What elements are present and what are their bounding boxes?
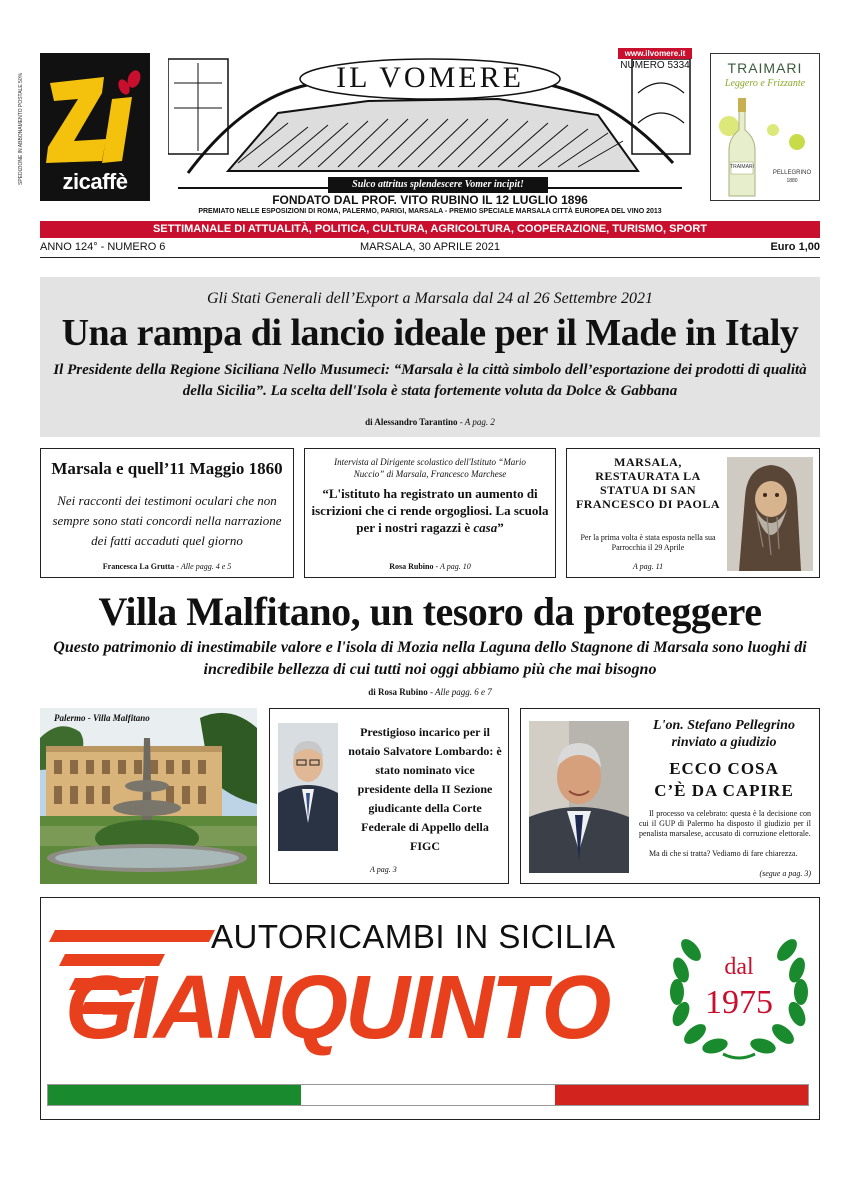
date: MARSALA, 30 APRILE 2021	[359, 241, 501, 253]
box2-ref[interactable]: - A pag. 10	[435, 562, 471, 571]
pellegrino-headline2: C’È DA CAPIRE	[654, 781, 794, 800]
issue-code: NUMERO 5334	[620, 60, 690, 71]
box-marsala-1860[interactable]	[40, 448, 294, 578]
traimari-brand: TRAIMARI	[727, 60, 803, 76]
second-byline: di Rosa Rubino	[368, 687, 428, 697]
lead-headline: Una rampa di lancio ideale per il Made in Italy	[61, 312, 799, 354]
villa-caption: Palermo - Villa Malfitano	[54, 713, 150, 723]
box2-kicker: Intervista al Dirigente scolastico dell'Istituto “Mario Nuccio” di Marsala, Francesco Marchese	[334, 457, 526, 479]
notary-photo	[278, 723, 338, 851]
box2-quote	[311, 485, 549, 536]
box-pellegrino[interactable]	[520, 708, 820, 884]
lead-byline-wrap	[40, 417, 820, 427]
statue-photo	[727, 457, 813, 571]
notary-text: Prestigioso incarico per il notaio Salvatore Lombardo: è stato nominato vice presidente della II Sezione giudicante della Corte Federale di Appello della FIGC	[348, 725, 502, 853]
lead-kicker: Gli Stati Generali dell’Export a Marsala dal 24 al 26 Settembre 2021	[206, 290, 654, 307]
lead-deck: Il Presidente della Regione Siciliana Nello Musumeci: “Marsala è la città simbolo dell’esportazione dei prodotti di qualità della Sicilia”. La scelta dell'Isola è stata fortemente voluta da Dolce & Gabbana	[53, 362, 807, 399]
second-deck: Questo patrimonio di inestimabile valore e l'isola di Mozia nella Laguna dello Stagnone di Marsala sono luoghi di incredibile bellezza di cui tutti noi oggi abbiamo più che mai bisogno	[53, 639, 807, 678]
lead-byline: di Alessandro Tarantino	[365, 417, 458, 427]
price: Euro 1,00	[770, 241, 820, 253]
side-note: SPEDIZIONE IN ABBONAMENTO POSTALE 50%	[18, 72, 24, 185]
masthead-title: IL VOMERE	[336, 61, 524, 94]
masthead	[168, 53, 692, 193]
pellegrino-portrait-icon	[529, 721, 629, 873]
flag-red	[555, 1085, 808, 1105]
box1-title: Marsala e quell’11 Maggio 1860	[51, 459, 283, 478]
traimari-slogan: Leggero e Frizzante	[724, 78, 806, 89]
pellegrino-photo	[529, 721, 629, 873]
founded: FONDATO DAL PROF. VITO RUBINO IL 12 LUGLIO 1896	[272, 193, 588, 207]
motto: Sulco attritus splendescere Vomer incipit!	[328, 177, 548, 193]
box3-ref[interactable]: A pag. 11	[632, 562, 664, 571]
year-issue: ANNO 124° - NUMERO 6	[40, 241, 166, 253]
header-rule	[40, 257, 820, 258]
box-interview[interactable]	[304, 448, 556, 578]
traimari-ad[interactable]	[710, 53, 820, 201]
box1-footer	[41, 562, 293, 571]
second-byline-wrap	[40, 687, 820, 697]
pellegrino-body2: Ma di che si tratta? Vediamo di fare chiarezza.	[649, 849, 798, 858]
box1-ref[interactable]: - Alle pagg. 4 e 5	[176, 562, 232, 571]
ad-year: 1975	[705, 984, 773, 1021]
second-headline[interactable]: Villa Malfitano, un tesoro da proteggere	[98, 589, 762, 634]
lead-ref[interactable]: - A pag. 2	[459, 417, 495, 427]
box3-text: Per la prima volta è stata esposta nella sua Parrocchia il 29 Aprile	[580, 533, 716, 552]
traimari-bottle-label: TRAIMARI	[730, 164, 754, 170]
zicaffe-mark-icon	[40, 59, 150, 169]
dal-1975-wreath	[663, 920, 815, 1066]
box-statue[interactable]	[566, 448, 820, 578]
pellegrino-body: Il processo va celebrato: questa è la decisione con cui il GUP di Palermo ha disposto il giudizio per il penalista marsalese, accusato di corruzione elettorale.	[639, 809, 811, 838]
villa-malfitano-icon	[40, 708, 257, 884]
statue-icon	[727, 457, 813, 571]
tagline-band: SETTIMANALE DI ATTUALITÀ, POLITICA, CULTURA, AGRICOLTURA, COOPERAZIONE, TURISMO, SPORT	[40, 221, 820, 238]
box1-author: Francesca La Grutta	[102, 562, 175, 571]
notary-portrait-icon	[278, 723, 338, 851]
italian-flag-bar	[47, 1084, 809, 1106]
lead-story[interactable]	[40, 277, 820, 437]
notary-ref[interactable]: A pag. 3	[370, 865, 397, 874]
box2-author: Rosa Rubino	[389, 562, 434, 571]
gianquinto-ad[interactable]	[40, 897, 820, 1120]
villa-photo[interactable]	[40, 708, 257, 884]
pellegrino-headline1: ECCO COSA	[669, 759, 779, 778]
box2-quote-text: “L'istituto ha registrato un aumento di iscrizioni che ci rende orgogliosi. La scuola per i nostri ragazzi è	[311, 486, 549, 535]
zicaffe-brand: zicaffè	[62, 169, 128, 194]
ad-brand: GIANQUINTO	[65, 958, 609, 1058]
ad-line1: AUTORICAMBI IN SICILIA	[211, 918, 616, 955]
pellegrino-ref[interactable]: (segue a pag. 3)	[759, 869, 811, 878]
website: www.ilvomere.it	[618, 48, 692, 59]
ad-dal: dal	[724, 954, 754, 980]
pellegrino-kicker: L'on. Stefano Pellegrino rinviato a giudizio	[653, 718, 795, 750]
traimari-maker: PELLEGRINO	[772, 170, 812, 176]
traimari-year: 1880	[786, 178, 798, 184]
box2-footer	[305, 562, 555, 571]
second-ref[interactable]: - Alle pagg. 6 e 7	[429, 687, 492, 697]
flag-green	[48, 1085, 301, 1105]
flag-white	[301, 1085, 554, 1105]
box2-quote-end: ”	[497, 520, 504, 535]
zicaffe-logo	[40, 53, 150, 201]
box1-text: Nei racconti dei testimoni oculari che non sempre sono stati concordi nella narrazione dei fatti accaduti quel giorno	[52, 493, 282, 548]
box3-title: MARSALA, RESTAURATA LA STATUA DI SAN FRANCESCO DI PAOLA	[575, 455, 721, 511]
box2-quote-em: casa	[473, 520, 498, 535]
box-notary[interactable]	[269, 708, 509, 884]
awards: PREMIATO NELLE ESPOSIZIONI DI ROMA, PALERMO, PARIGI, MARSALA - PREMIO SPECIALE MARSALA CITTÀ EUROPEA DEL VINO 2013	[198, 208, 662, 215]
